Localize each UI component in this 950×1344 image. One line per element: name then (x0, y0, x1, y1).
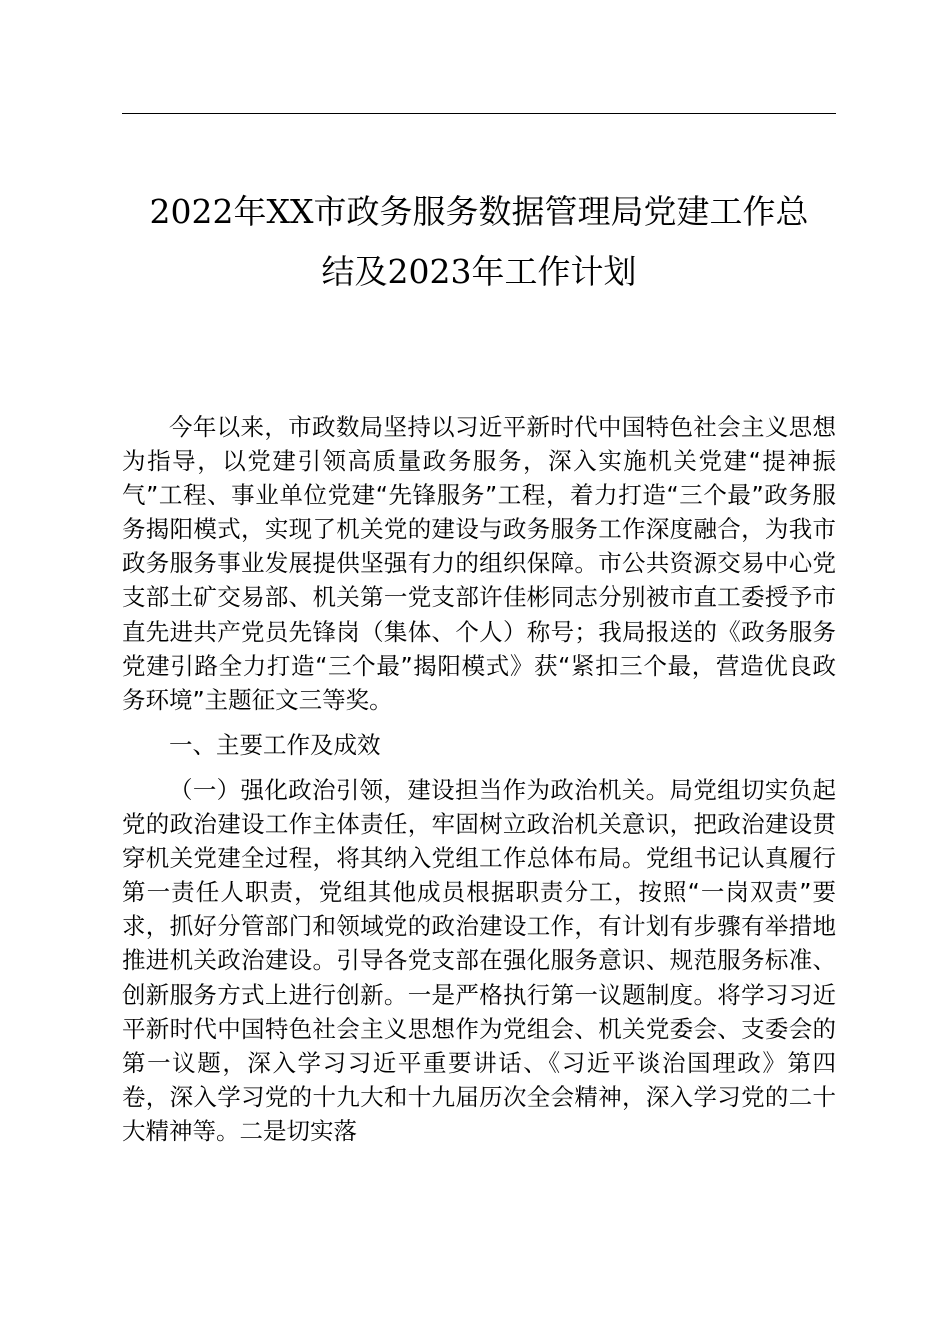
document-title (122, 182, 836, 302)
title-line-1: 2022年XX市政务服务数据管理局党建工作总 (149, 192, 809, 231)
section-heading: 一、主要工作及成效 (169, 730, 381, 759)
section-1-paragraph: （一）强化政治引领，建设担当作为政治机关。局党组切实负起党的政治建设工作主体责任，牢固树立政治机关意识，把政治建设贯穿机关党建全过程，将其纳入党组工作总体布局。党组书记认真履行第一责任人职责，党组其他成员根据职责分工，按照“一岗双责”要求，抓好分管部门和领域党的政治建设工作，有计划有步骤有举措地推进机关政治建设。引导各党支部在强化服务意识、规范服务标准、创新服务方式上进行创新。一是严格执行第一议题制度。将学习习近平新时代中国特色社会主义思想作为党组会、机关党委会、支委会的第一议题，深入学习习近平重要讲话、《习近平谈治国理政》第四卷，深入学习党的十九大和十九届历次全会精神，深入学习党的二十大精神等。二是切实落 (122, 775, 836, 1145)
document-body (122, 410, 836, 1148)
intro-paragraph: 今年以来，市政数局坚持以习近平新时代中国特色社会主义思想为指导，以党建引领高质量政务服务，深入实施机关党建“提神振气”工程、事业单位党建“先锋服务”工程，着力打造“三个最”政务服务揭阳模式，实现了机关党的建设与政务服务工作深度融合，为我市政务服务事业发展提供坚强有力的组织保障。市公共资源交易中心党支部土矿交易部、机关第一党支部许佳彬同志分别被市直工委授予市直先进共产党员先锋岗（集体、个人）称号；我局报送的《政务服务党建引路全力打造“三个最”揭阳模式》获“紧扣三个最，营造优良政务环境”主题征文三等奖。 (122, 413, 836, 714)
title-line-2: 结及2023年工作计划 (321, 252, 637, 291)
header-rule (122, 113, 836, 114)
